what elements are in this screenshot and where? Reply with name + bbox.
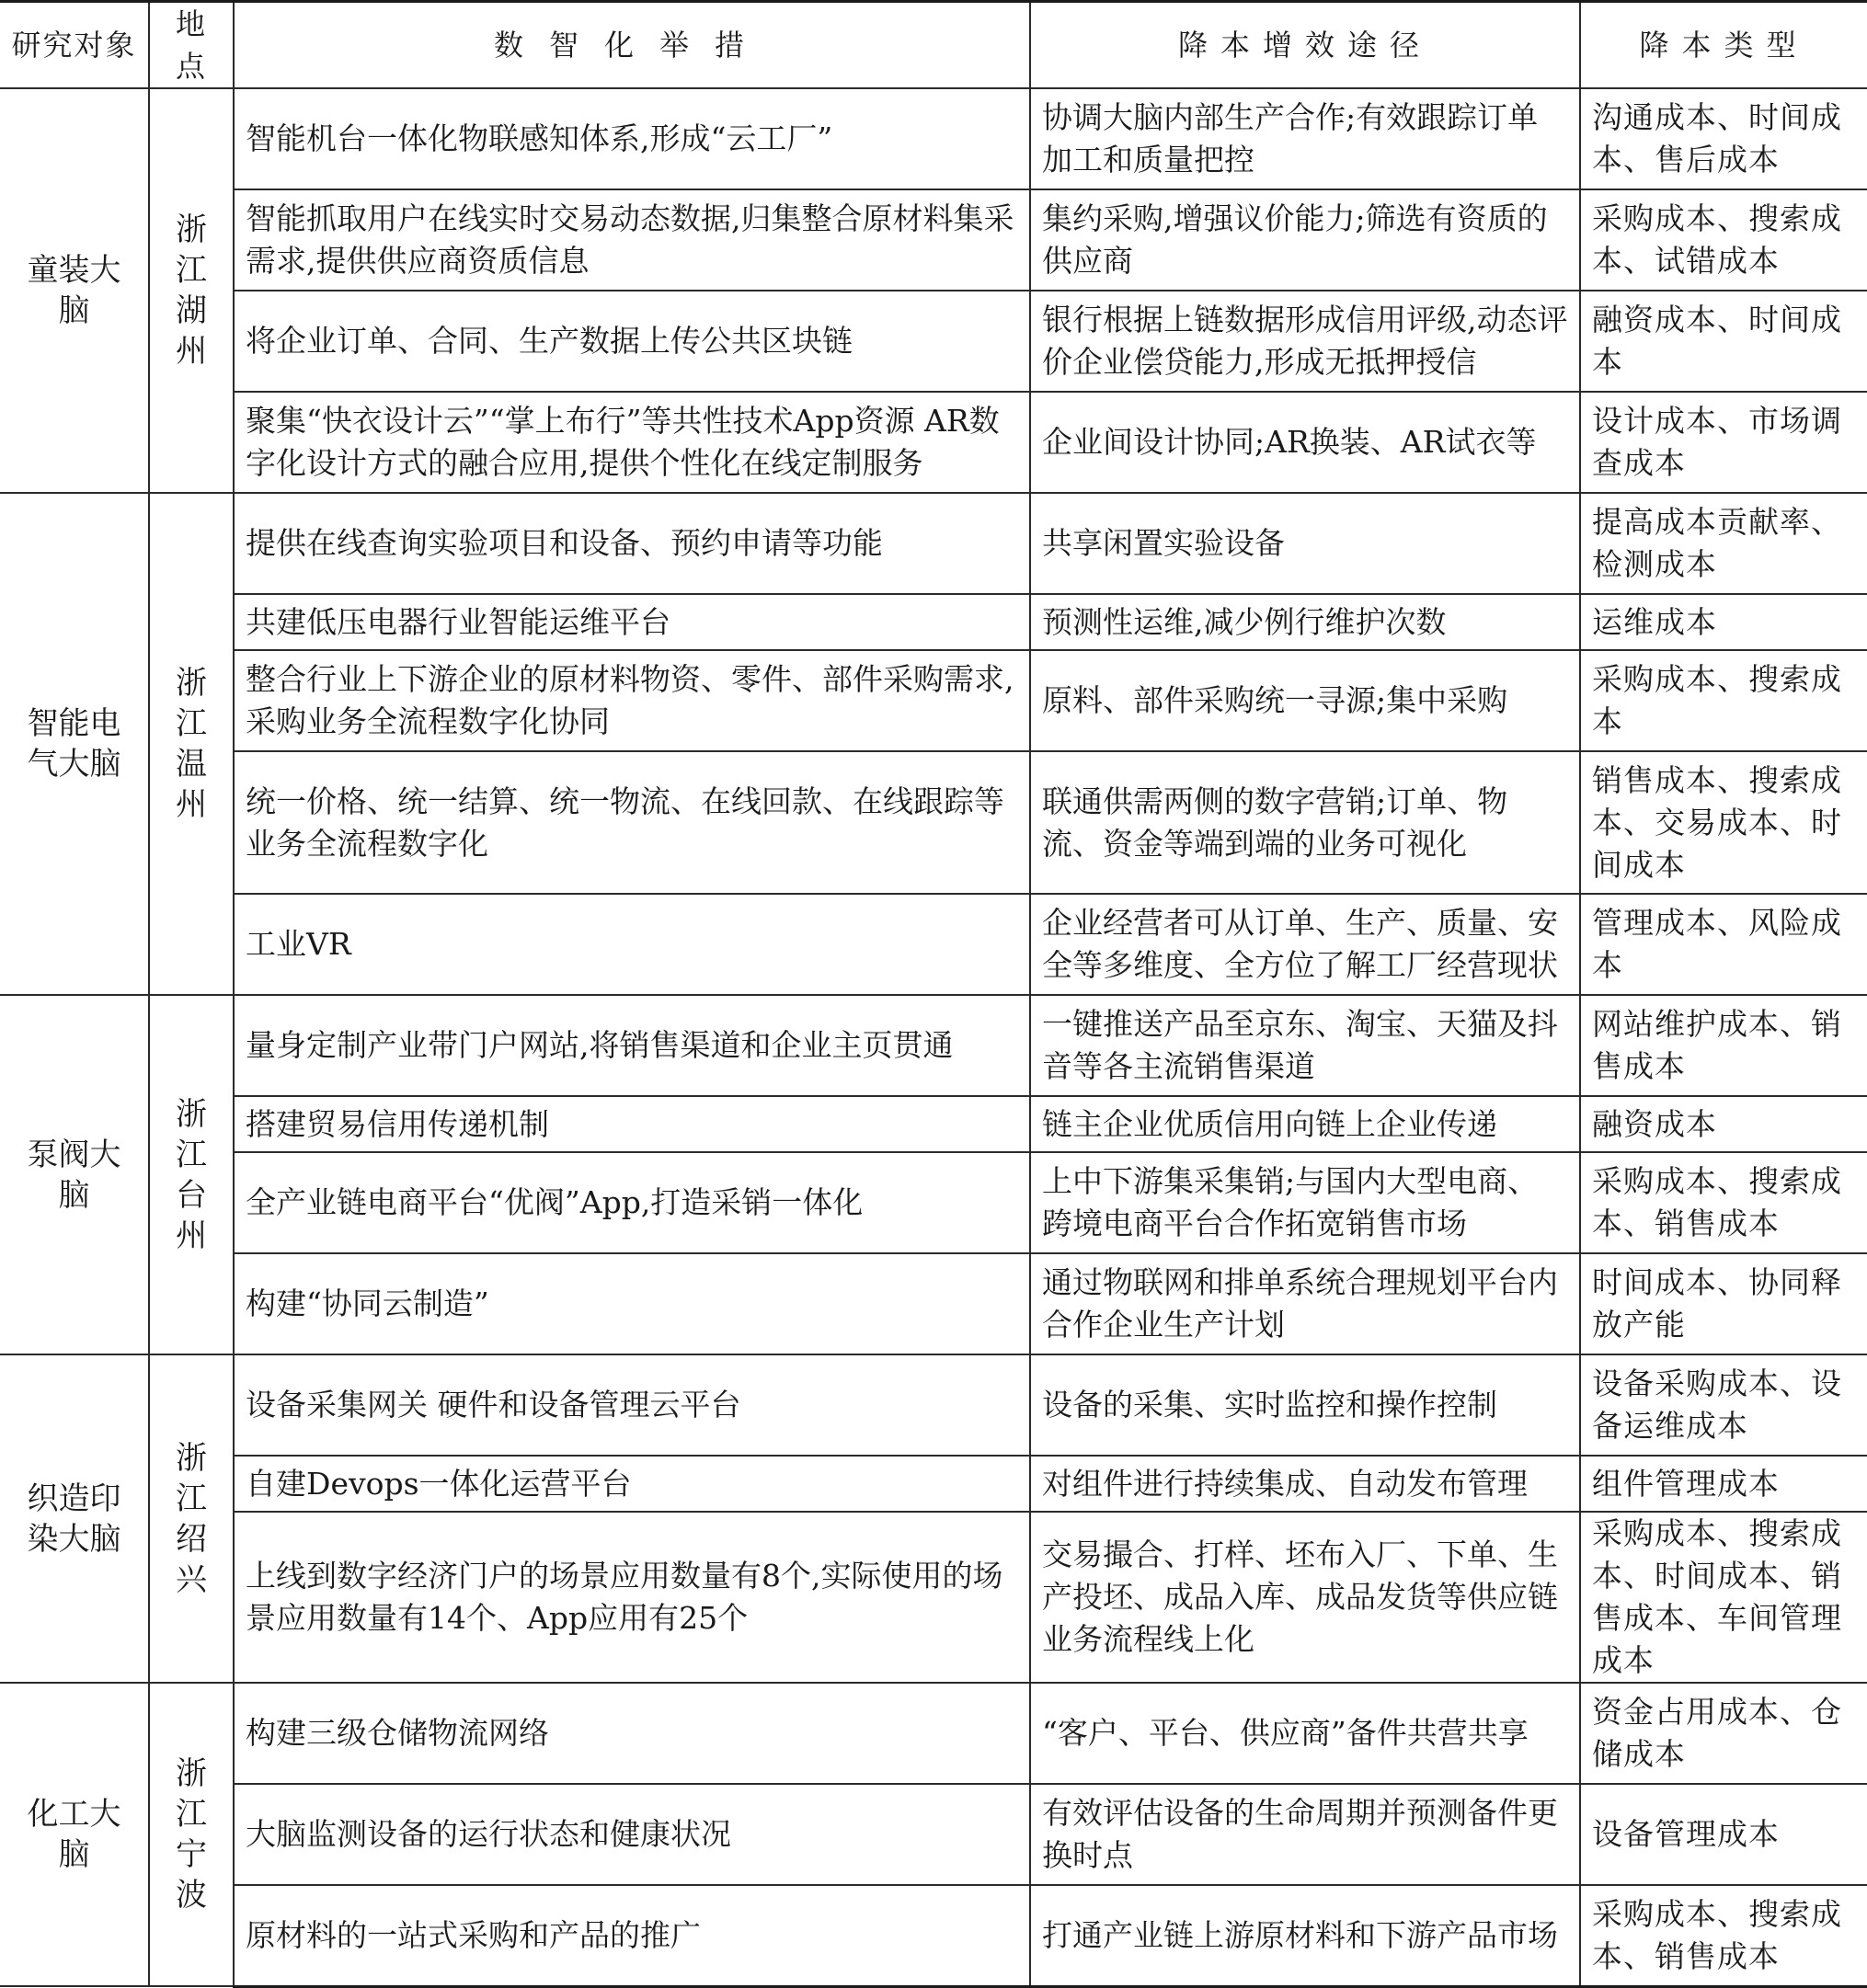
header-measures: 数智化举措 xyxy=(234,2,1030,89)
header-cost-type: 降本类型 xyxy=(1580,2,1867,89)
measure-cell: 设备采集网关 硬件和设备管理云平台 xyxy=(234,1354,1030,1456)
path-cell: 集约采购,增强议价能力;筛选有资质的供应商 xyxy=(1030,189,1580,291)
table-row xyxy=(0,189,1867,291)
cost-type-cell: 融资成本 xyxy=(1580,1096,1867,1152)
measure-cell: 整合行业上下游企业的原材料物资、零件、部件采购需求,采购业务全流程数字化协同 xyxy=(234,650,1030,751)
path-cell: 预测性运维,减少例行维护次数 xyxy=(1030,594,1580,650)
measure-cell: 构建“协同云制造” xyxy=(234,1253,1030,1354)
cost-type-cell: 提高成本贡献率、检测成本 xyxy=(1580,493,1867,594)
table-row xyxy=(0,291,1867,392)
path-cell: 对组件进行持续集成、自动发布管理 xyxy=(1030,1456,1580,1512)
location-cell: 浙江温州 xyxy=(149,493,234,995)
location-cell: 浙江绍兴 xyxy=(149,1354,234,1683)
table-row xyxy=(0,1096,1867,1152)
header-location: 地点 xyxy=(149,2,234,89)
table-row xyxy=(0,1456,1867,1512)
path-cell: 链主企业优质信用向链上企业传递 xyxy=(1030,1096,1580,1152)
path-cell: 通过物联网和排单系统合理规划平台内合作企业生产计划 xyxy=(1030,1253,1580,1354)
path-cell: 打通产业链上游原材料和下游产品市场 xyxy=(1030,1885,1580,1986)
cost-type-cell: 采购成本、搜索成本、试错成本 xyxy=(1580,189,1867,291)
cost-type-cell: 采购成本、搜索成本、销售成本 xyxy=(1580,1152,1867,1253)
cost-type-cell: 融资成本、时间成本 xyxy=(1580,291,1867,392)
table-body xyxy=(0,88,1867,1986)
cost-type-cell: 销售成本、搜索成本、交易成本、时间成本 xyxy=(1580,751,1867,894)
header-path: 降本增效途径 xyxy=(1030,2,1580,89)
cost-type-cell: 采购成本、搜索成本、时间成本、销售成本、车间管理成本 xyxy=(1580,1512,1867,1683)
measure-cell: 大脑监测设备的运行状态和健康状况 xyxy=(234,1784,1030,1885)
path-cell: 协调大脑内部生产合作;有效跟踪订单加工和质量把控 xyxy=(1030,88,1580,189)
cost-type-cell: 设备采购成本、设备运维成本 xyxy=(1580,1354,1867,1456)
table-row xyxy=(0,1152,1867,1253)
measure-cell: 上线到数字经济门户的场景应用数量有8个,实际使用的场景应用数量有14个、App应用有25个 xyxy=(234,1512,1030,1683)
cost-type-cell: 时间成本、协同释放产能 xyxy=(1580,1253,1867,1354)
cost-type-cell: 设备管理成本 xyxy=(1580,1784,1867,1885)
cost-type-cell: 管理成本、风险成本 xyxy=(1580,894,1867,995)
location-cell: 浙江台州 xyxy=(149,995,234,1354)
measure-cell: 提供在线查询实验项目和设备、预约申请等功能 xyxy=(234,493,1030,594)
cost-type-cell: 网站维护成本、销售成本 xyxy=(1580,995,1867,1096)
table-row xyxy=(0,1512,1867,1683)
cost-type-cell: 沟通成本、时间成本、售后成本 xyxy=(1580,88,1867,189)
table-row xyxy=(0,894,1867,995)
measure-cell: 原材料的一站式采购和产品的推广 xyxy=(234,1885,1030,1986)
path-cell: 上中下游集采集销;与国内大型电商、跨境电商平台合作拓宽销售市场 xyxy=(1030,1152,1580,1253)
measure-cell: 自建Devops一体化运营平台 xyxy=(234,1456,1030,1512)
table-row xyxy=(0,1784,1867,1885)
path-cell: 一键推送产品至京东、淘宝、天猫及抖音等各主流销售渠道 xyxy=(1030,995,1580,1096)
cost-type-cell: 设计成本、市场调查成本 xyxy=(1580,392,1867,493)
header-subject: 研究对象 xyxy=(0,2,149,89)
table-row xyxy=(0,392,1867,493)
table-row xyxy=(0,650,1867,751)
subject-cell: 童装大脑 xyxy=(0,88,149,493)
table-row xyxy=(0,751,1867,894)
subject-cell: 泵阀大脑 xyxy=(0,995,149,1354)
measure-cell: 全产业链电商平台“优阀”App,打造采销一体化 xyxy=(234,1152,1030,1253)
measure-cell: 统一价格、统一结算、统一物流、在线回款、在线跟踪等业务全流程数字化 xyxy=(234,751,1030,894)
subject-cell: 织造印染大脑 xyxy=(0,1354,149,1683)
measure-cell: 量身定制产业带门户网站,将销售渠道和企业主页贯通 xyxy=(234,995,1030,1096)
subject-cell: 化工大脑 xyxy=(0,1683,149,1986)
cost-type-cell: 组件管理成本 xyxy=(1580,1456,1867,1512)
path-cell: 设备的采集、实时监控和操作控制 xyxy=(1030,1354,1580,1456)
measure-cell: 共建低压电器行业智能运维平台 xyxy=(234,594,1030,650)
path-cell: 联通供需两侧的数字营销;订单、物流、资金等端到端的业务可视化 xyxy=(1030,751,1580,894)
header-row xyxy=(0,2,1867,89)
location-cell: 浙江宁波 xyxy=(149,1683,234,1986)
table-row xyxy=(0,1354,1867,1456)
measure-cell: 聚集“快衣设计云”“掌上布行”等共性技术App资源 AR数字化设计方式的融合应用,提供个性化在线定制服务 xyxy=(234,392,1030,493)
measure-cell: 搭建贸易信用传递机制 xyxy=(234,1096,1030,1152)
path-cell: 银行根据上链数据形成信用评级,动态评价企业偿贷能力,形成无抵押授信 xyxy=(1030,291,1580,392)
table-row xyxy=(0,1885,1867,1986)
path-cell: 原料、部件采购统一寻源;集中采购 xyxy=(1030,650,1580,751)
path-cell: 企业经营者可从订单、生产、质量、安全等多维度、全方位了解工厂经营现状 xyxy=(1030,894,1580,995)
path-cell: 有效评估设备的生命周期并预测备件更换时点 xyxy=(1030,1784,1580,1885)
table-row xyxy=(0,88,1867,189)
measure-cell: 智能抓取用户在线实时交易动态数据,归集整合原材料集采需求,提供供应商资质信息 xyxy=(234,189,1030,291)
path-cell: 共享闲置实验设备 xyxy=(1030,493,1580,594)
path-cell: “客户、平台、供应商”备件共营共享 xyxy=(1030,1683,1580,1784)
measure-cell: 智能机台一体化物联感知体系,形成“云工厂” xyxy=(234,88,1030,189)
measure-cell: 将企业订单、合同、生产数据上传公共区块链 xyxy=(234,291,1030,392)
cost-type-cell: 采购成本、搜索成本、销售成本 xyxy=(1580,1885,1867,1986)
table-row xyxy=(0,995,1867,1096)
path-cell: 交易撮合、打样、坯布入厂、下单、生产投坯、成品入库、成品发货等供应链业务流程线上化 xyxy=(1030,1512,1580,1683)
measure-cell: 构建三级仓储物流网络 xyxy=(234,1683,1030,1784)
path-cell: 企业间设计协同;AR换装、AR试衣等 xyxy=(1030,392,1580,493)
table-row xyxy=(0,594,1867,650)
cost-type-cell: 运维成本 xyxy=(1580,594,1867,650)
table-row xyxy=(0,1253,1867,1354)
measure-cell: 工业VR xyxy=(234,894,1030,995)
cost-type-cell: 采购成本、搜索成本 xyxy=(1580,650,1867,751)
table-row xyxy=(0,493,1867,594)
cost-type-cell: 资金占用成本、仓储成本 xyxy=(1580,1683,1867,1784)
location-cell: 浙江湖州 xyxy=(149,88,234,493)
subject-cell: 智能电气大脑 xyxy=(0,493,149,995)
table-row xyxy=(0,1683,1867,1784)
